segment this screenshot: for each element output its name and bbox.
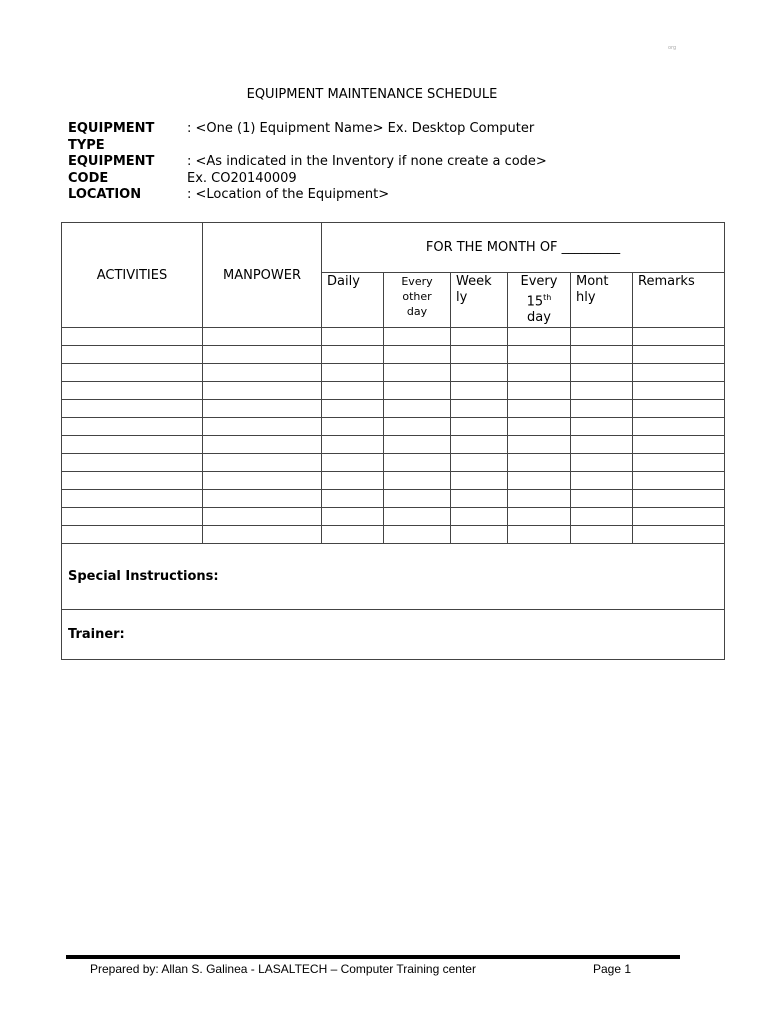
cell[interactable] bbox=[384, 418, 451, 436]
cell[interactable] bbox=[62, 418, 203, 436]
info-label: CODE bbox=[68, 170, 109, 186]
manpower-header: MANPOWER bbox=[203, 223, 322, 328]
table-row bbox=[62, 436, 725, 454]
cell[interactable] bbox=[322, 472, 384, 490]
cell[interactable] bbox=[508, 472, 571, 490]
cell[interactable] bbox=[571, 418, 633, 436]
cell[interactable] bbox=[571, 328, 633, 346]
cell[interactable] bbox=[508, 328, 571, 346]
cell[interactable] bbox=[203, 382, 322, 400]
cell[interactable] bbox=[384, 400, 451, 418]
info-label: LOCATION bbox=[68, 187, 142, 202]
cell[interactable] bbox=[571, 472, 633, 490]
cell[interactable] bbox=[508, 526, 571, 544]
cell[interactable] bbox=[451, 490, 508, 508]
cell[interactable] bbox=[633, 490, 725, 508]
cell[interactable] bbox=[508, 382, 571, 400]
cell[interactable] bbox=[203, 400, 322, 418]
cell[interactable] bbox=[451, 364, 508, 382]
trainer-field: Trainer: bbox=[62, 610, 725, 660]
remarks-header: Remarks bbox=[633, 273, 725, 328]
document-title: EQUIPMENT MAINTENANCE SCHEDULE bbox=[246, 87, 498, 102]
cell[interactable] bbox=[451, 400, 508, 418]
cell[interactable] bbox=[633, 508, 725, 526]
cell[interactable] bbox=[633, 472, 725, 490]
cell[interactable] bbox=[508, 400, 571, 418]
cell[interactable] bbox=[322, 418, 384, 436]
cell[interactable] bbox=[508, 346, 571, 364]
cell[interactable] bbox=[62, 382, 203, 400]
cell[interactable] bbox=[384, 508, 451, 526]
cell[interactable] bbox=[384, 454, 451, 472]
cell[interactable] bbox=[633, 346, 725, 364]
cell[interactable] bbox=[508, 364, 571, 382]
cell[interactable] bbox=[571, 490, 633, 508]
cell[interactable] bbox=[62, 436, 203, 454]
cell[interactable] bbox=[508, 508, 571, 526]
cell[interactable] bbox=[384, 346, 451, 364]
cell[interactable] bbox=[62, 400, 203, 418]
cell[interactable] bbox=[203, 454, 322, 472]
cell[interactable] bbox=[451, 382, 508, 400]
cell[interactable] bbox=[571, 400, 633, 418]
cell[interactable] bbox=[203, 508, 322, 526]
every-15th-day-header: Every 15th day bbox=[508, 273, 571, 328]
monthly-header: Mont hly bbox=[571, 273, 633, 328]
cell[interactable] bbox=[62, 346, 203, 364]
cell[interactable] bbox=[322, 400, 384, 418]
cell[interactable] bbox=[322, 436, 384, 454]
cell[interactable] bbox=[571, 346, 633, 364]
page-number: Page 1 bbox=[593, 962, 632, 976]
cell[interactable] bbox=[62, 526, 203, 544]
cell[interactable] bbox=[384, 382, 451, 400]
info-label: EQUIPMENT bbox=[68, 121, 155, 136]
info-row bbox=[68, 171, 547, 188]
info-value: : <One (1) Equipment Name> Ex. Desktop Computer bbox=[187, 121, 535, 136]
cell[interactable] bbox=[322, 346, 384, 364]
table-row bbox=[62, 490, 725, 508]
cell[interactable] bbox=[203, 364, 322, 382]
cell[interactable] bbox=[322, 508, 384, 526]
cell[interactable] bbox=[322, 328, 384, 346]
maintenance-schedule-table bbox=[61, 222, 725, 660]
cell[interactable] bbox=[384, 436, 451, 454]
cell[interactable] bbox=[571, 454, 633, 472]
cell[interactable] bbox=[322, 382, 384, 400]
daily-header: Daily bbox=[322, 273, 384, 328]
cell[interactable] bbox=[451, 508, 508, 526]
cell[interactable] bbox=[384, 328, 451, 346]
cell[interactable] bbox=[633, 328, 725, 346]
cell[interactable] bbox=[203, 526, 322, 544]
month-header: FOR THE MONTH OF _________ bbox=[322, 223, 725, 273]
corner-mark: org bbox=[668, 45, 677, 51]
cell[interactable] bbox=[571, 382, 633, 400]
cell[interactable] bbox=[571, 364, 633, 382]
cell[interactable] bbox=[571, 436, 633, 454]
cell[interactable] bbox=[633, 364, 725, 382]
cell[interactable] bbox=[508, 454, 571, 472]
cell[interactable] bbox=[451, 454, 508, 472]
info-row bbox=[68, 121, 547, 138]
cell[interactable] bbox=[451, 328, 508, 346]
info-label: TYPE bbox=[68, 137, 105, 153]
cell[interactable] bbox=[322, 454, 384, 472]
info-row bbox=[68, 138, 547, 155]
table-row bbox=[62, 454, 725, 472]
cell[interactable] bbox=[203, 436, 322, 454]
info-value: : <Location of the Equipment> bbox=[187, 187, 390, 202]
equipment-info bbox=[68, 121, 547, 204]
every-other-day-header: Every other day bbox=[384, 273, 451, 328]
cell[interactable] bbox=[508, 418, 571, 436]
cell[interactable] bbox=[203, 472, 322, 490]
info-value: : <As indicated in the Inventory if none create a code> bbox=[187, 154, 547, 169]
table-row bbox=[62, 472, 725, 490]
special-instructions: Special Instructions: bbox=[62, 544, 725, 610]
footer-divider bbox=[66, 955, 680, 959]
cell[interactable] bbox=[203, 418, 322, 436]
cell[interactable] bbox=[451, 418, 508, 436]
info-row bbox=[68, 154, 547, 171]
cell[interactable] bbox=[322, 490, 384, 508]
cell[interactable] bbox=[62, 508, 203, 526]
table-row bbox=[62, 364, 725, 382]
cell[interactable] bbox=[322, 364, 384, 382]
info-label: EQUIPMENT bbox=[68, 154, 155, 169]
weekly-header: Week ly bbox=[451, 273, 508, 328]
cell[interactable] bbox=[62, 490, 203, 508]
cell[interactable] bbox=[62, 472, 203, 490]
activities-header: ACTIVITIES bbox=[62, 223, 203, 328]
cell[interactable] bbox=[203, 346, 322, 364]
cell[interactable] bbox=[633, 400, 725, 418]
cell[interactable] bbox=[508, 490, 571, 508]
cell[interactable] bbox=[633, 418, 725, 436]
cell[interactable] bbox=[633, 382, 725, 400]
cell[interactable] bbox=[571, 526, 633, 544]
cell[interactable] bbox=[633, 436, 725, 454]
cell[interactable] bbox=[633, 454, 725, 472]
cell[interactable] bbox=[203, 490, 322, 508]
table-row bbox=[62, 382, 725, 400]
cell[interactable] bbox=[451, 472, 508, 490]
cell[interactable] bbox=[508, 436, 571, 454]
table-row bbox=[62, 328, 725, 346]
info-row bbox=[68, 187, 547, 204]
cell[interactable] bbox=[62, 364, 203, 382]
prepared-by: Prepared by: Allan S. Galinea - LASALTECH – Computer Training center bbox=[90, 962, 476, 976]
cell[interactable] bbox=[62, 328, 203, 346]
cell[interactable] bbox=[384, 526, 451, 544]
cell[interactable] bbox=[384, 472, 451, 490]
table-row bbox=[62, 346, 725, 364]
cell[interactable] bbox=[62, 454, 203, 472]
table-row bbox=[62, 400, 725, 418]
cell[interactable] bbox=[384, 364, 451, 382]
table-row bbox=[62, 508, 725, 526]
cell[interactable] bbox=[633, 526, 725, 544]
cell[interactable] bbox=[384, 490, 451, 508]
info-value: Ex. CO20140009 bbox=[187, 170, 297, 186]
table-row bbox=[62, 418, 725, 436]
cell[interactable] bbox=[203, 328, 322, 346]
cell[interactable] bbox=[451, 526, 508, 544]
cell[interactable] bbox=[322, 526, 384, 544]
cell[interactable] bbox=[571, 508, 633, 526]
cell[interactable] bbox=[451, 346, 508, 364]
table-row bbox=[62, 526, 725, 544]
cell[interactable] bbox=[451, 436, 508, 454]
